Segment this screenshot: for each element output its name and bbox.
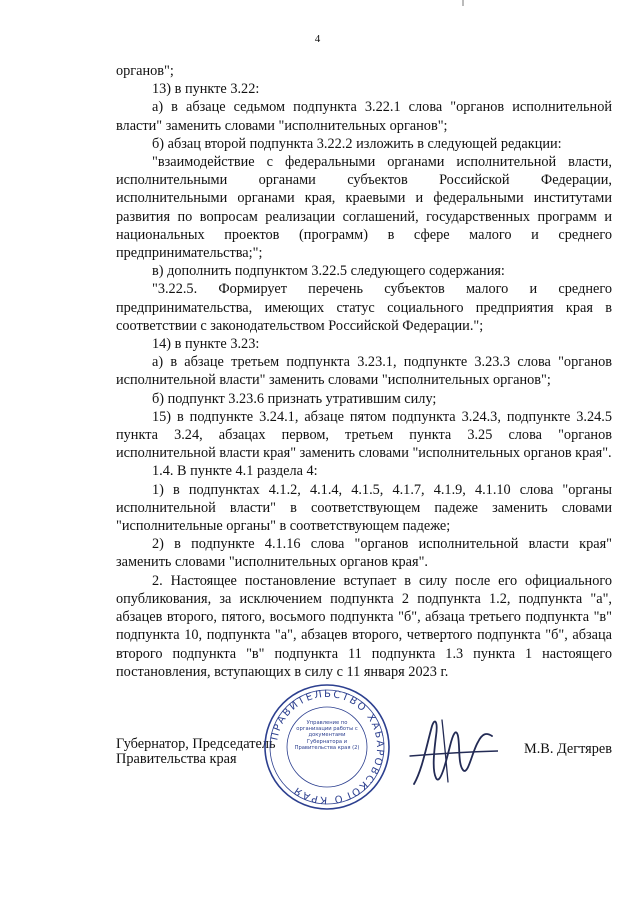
paragraph: а) в абзаце третьем подпункта 3.23.1, подпункте 3.23.3 слова "органов исполнительной власти" заменить словами "исполнительных органов"; (116, 354, 612, 389)
paragraph: а) в абзаце седьмом подпункта 3.22.1 слова "органов исполнительной власти" заменить словами "исполнительных органов"; (116, 99, 612, 134)
paragraph: в) дополнить подпунктом 3.22.5 следующего содержания: (152, 263, 505, 280)
paragraph: 14) в пункте 3.23: (152, 336, 260, 353)
scan-mark (462, 0, 464, 6)
paragraph: 2) в подпункте 4.1.16 слова "органов исполнительной власти края" заменить словами "исполнительных органов края". (116, 536, 612, 571)
paragraph: "взаимодействие с федеральными органами исполнительной власти, исполнительными органами субъектов Российской Федерации, исполнительными органами края, краевыми и федеральными институтами развития по вопросам реализации соглашений, государственных программ и национальных проектов (программ) в сфере малого и среднего предпринимательства;"; (116, 154, 612, 262)
signatory-title (116, 737, 275, 767)
paragraph: б) подпункт 3.23.6 признать утратившим силу; (152, 390, 437, 407)
official-seal (262, 682, 392, 812)
handwritten-signature (408, 712, 498, 792)
paragraph: 1) в подпунктах 4.1.2, 4.1.4, 4.1.5, 4.1.7, 4.1.9, 4.1.10 слова "органы исполнительной власти" в соответствующем падеже заменить словами "исполнительные органы" в соответствующем падеже; (116, 481, 612, 535)
signatory-title-line2: Правительства края (116, 751, 237, 767)
paragraph: 2. Настоящее постановление вступает в силу после его официального опубликования, за исключением подпункта 2 подпункта 1.2, подпункта "а", абзацев второго, пятого, восьмого подпункта "б", абзаца третьего подпункта "в" подпункта 10, подпункта "а", абзацев второго, четвертого подпункта "б", абзаца второго подпункта "в" подпункта 11 подпункта 1.3 пункта 1 настоящего постановления, вступающих в силу с 11 января 2023 г. (116, 572, 612, 680)
paragraph: органов"; (116, 63, 174, 79)
signatory-name: М.В. Дегтярев (524, 741, 612, 757)
page-number: 4 (314, 33, 321, 45)
seal-center-text: Управление по организации работы с документами Губернатора и Правительства края (2) (294, 720, 360, 751)
paragraph: 15) в подпункте 3.24.1, абзаце пятом подпункта 3.24.3, подпункте 3.24.5 пункта 3.24, абзацах первом, третьем пункта 3.25 слова "органов исполнительной власти края" заменить словами "исполнительных органов края". (116, 408, 612, 462)
document-body (116, 62, 612, 681)
paragraph: 1.4. В пункте 4.1 раздела 4: (152, 463, 318, 480)
seal-ring-text: ПРАВИТЕЛЬСТВО ХАБАРОВСКОГО КРАЯ (269, 688, 386, 806)
paragraph: 13) в пункте 3.22: (152, 81, 260, 98)
paragraph: б) абзац второй подпункта 3.22.2 изложить в следующей редакции: (152, 135, 562, 152)
paragraph: "3.22.5. Формирует перечень субъектов малого и среднего предпринимательства, имеющих статус социального предприятия края в соответствии с законодательством Российской Федерации."; (116, 281, 612, 334)
signatory-title-line1: Губернатор, Председатель (116, 736, 276, 752)
